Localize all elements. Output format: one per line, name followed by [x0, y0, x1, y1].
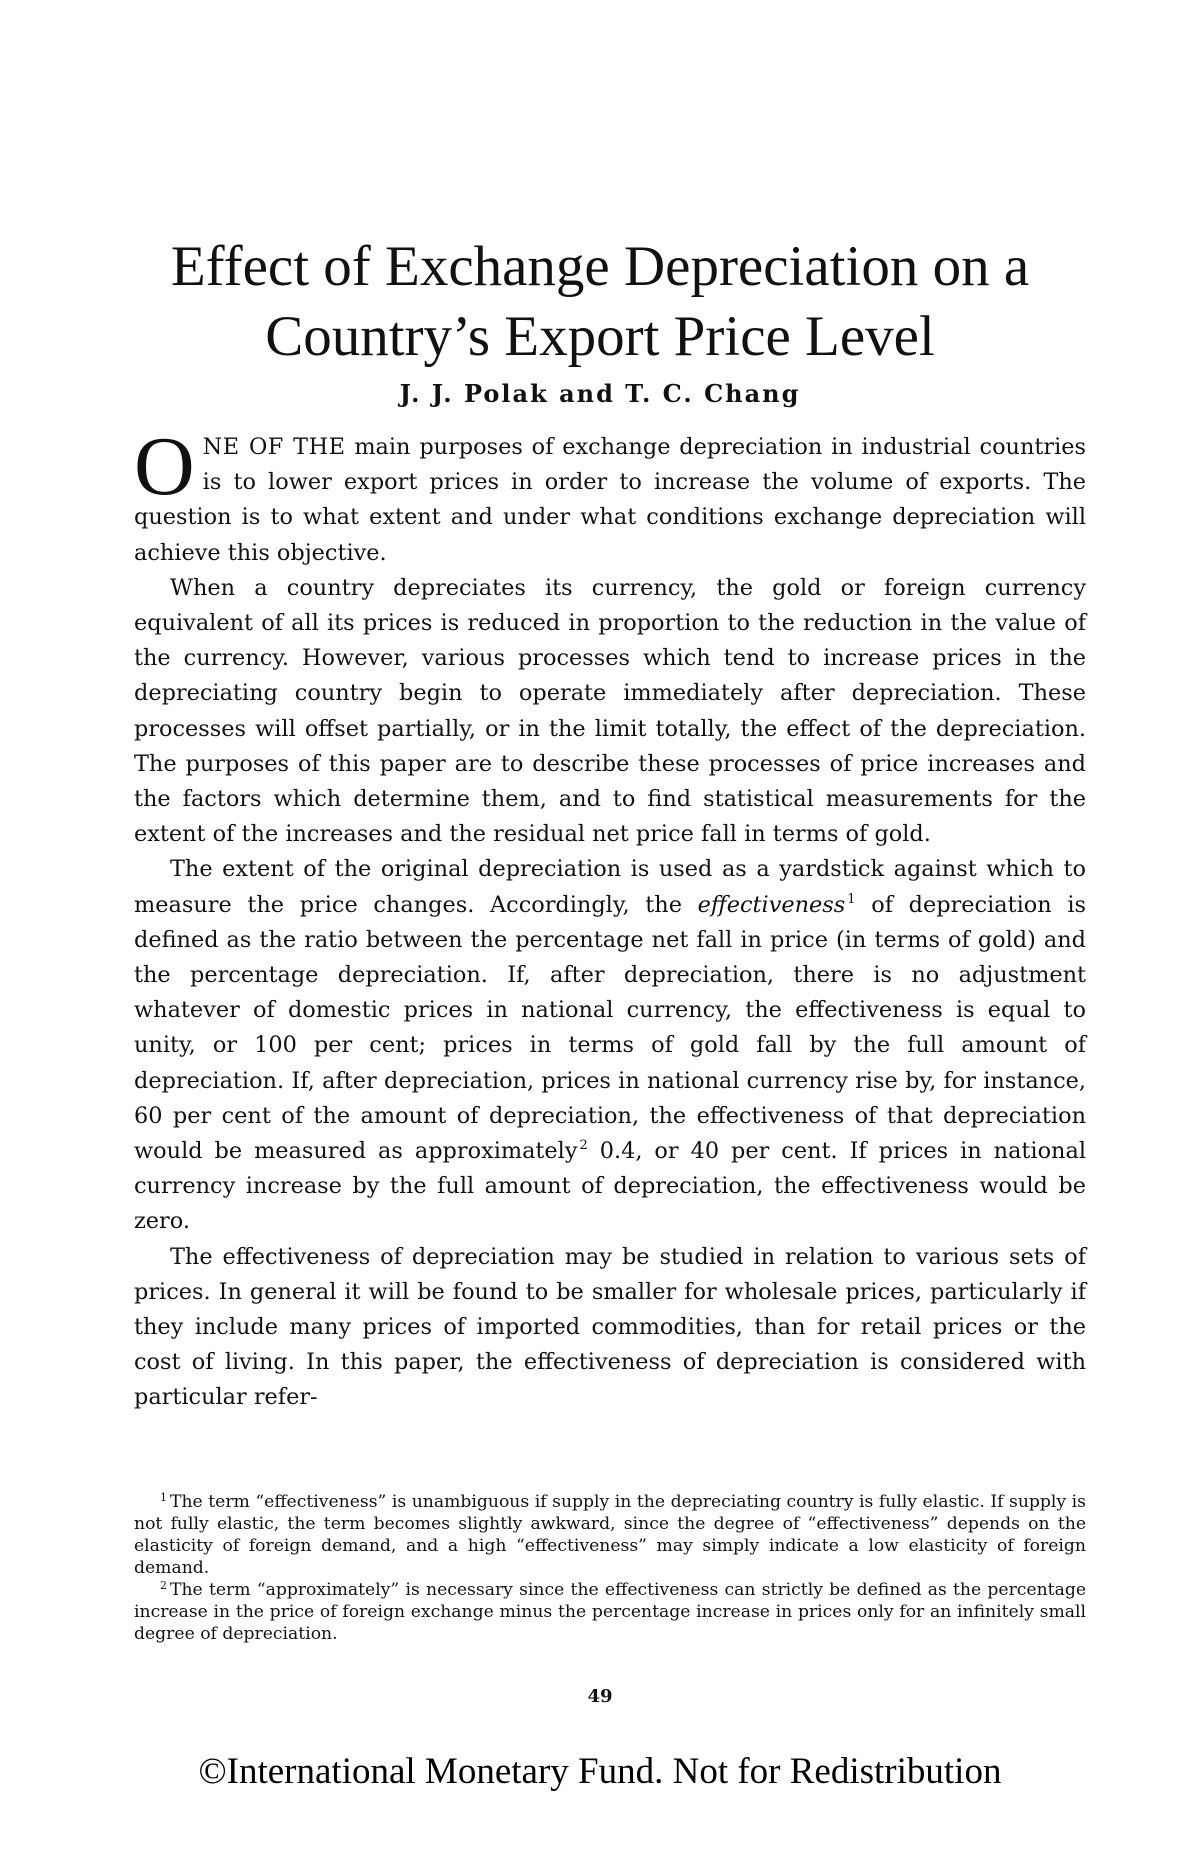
- footnote-1-mark: 1: [160, 1491, 167, 1504]
- paragraph-3-text-a: The extent of the original depreciation is used as a yardstick against which to measure the price changes. Accordingly, the: [134, 856, 1086, 918]
- effectiveness-term: effectiveness: [697, 891, 846, 918]
- article-body: [134, 420, 1086, 1416]
- paragraph-1: [134, 420, 1086, 571]
- footnote-1-text: The term “effectiveness” is unambiguous if supply in the depreciating country is fully elastic. If supply is not fully elastic, the term becomes slightly awkward, since the degree of “effectiveness” depends on the elasticity of foreign demand, and a high “effectiveness” may simply indicate a low elasticity of foreign demand.: [134, 1492, 1086, 1578]
- drop-cap: O: [134, 420, 195, 513]
- paragraph-4: The effectiveness of depreciation may be studied in relation to various sets of prices. In general it will be found to be smaller for wholesale prices, particularly if they include many prices of imported commodities, than for retail prices or the cost of living. In this paper, the effectiveness of depreciation is considered with particular refer-: [134, 1243, 1086, 1411]
- article-title-line-2: Country’s Export Price Level: [265, 305, 935, 368]
- article-title-line-1: Effect of Exchange Depreciation on a: [170, 235, 1030, 298]
- footnote-2-mark: 2: [160, 1579, 167, 1592]
- paragraph-3-text-c: 0.4, or 40 per cent. If prices in national currency increase by the full amount of depreciation, the effectiveness would be zero.: [134, 1138, 1086, 1235]
- footnote-2: [134, 1579, 1086, 1645]
- footnote-1: [134, 1491, 1086, 1579]
- footnote-ref-2[interactable]: 2: [579, 1138, 588, 1154]
- copyright-watermark: ©International Monetary Fund. Not for Redistribution: [198, 1751, 1002, 1792]
- page-number: 49: [587, 1686, 613, 1707]
- author-byline: J. J. Polak and T. C. Chang: [399, 379, 801, 408]
- paragraph-1-text: main purposes of exchange depreciation in industrial countries is to lower export prices in order to increase the volume of exports. The question is to what extent and under what conditions exchange depreciation will achieve this objective.: [134, 434, 1086, 566]
- footnote-2-text: The term “approximately” is necessary since the effectiveness can strictly be defined as the percentage increase in the price of foreign exchange minus the percentage increase in prices only for an infinitely small degree of depreciation.: [134, 1580, 1086, 1644]
- lead-words: NE OF THE: [202, 434, 346, 460]
- paragraph-2: When a country depreciates its currency, the gold or foreign currency equivalent of all its prices is reduced in proportion to the reduction in the value of the currency. However, various processes which tend to increase prices in the depreciating country begin to operate immediately after depreciation. These processes will offset partially, or in the limit totally, the effect of the depreciation. The purposes of this paper are to describe these processes of price increases and the factors which determine them, and to find statistical measurements for the extent of the increases and the residual net price fall in terms of gold.: [134, 574, 1086, 848]
- footnote-ref-1[interactable]: 1: [847, 891, 856, 907]
- paragraph-3: [134, 852, 1086, 1239]
- paragraph-3-text-b: of depreciation is defined as the ratio between the percentage net fall in price (in terms of gold) and the percentage depreciation. If, after depreciation, there is no adjustment whatever of domestic prices in national currency, the effectiveness is equal to unity, or 100 per cent; prices in terms of gold fall by the full amount of depreciation. If, after depreciation, prices in national currency rise by, for instance, 60 per cent of the amount of depreciation, the effectiveness of that depreciation would be measured as approximately: [134, 891, 1086, 1165]
- footnotes: [134, 1491, 1086, 1645]
